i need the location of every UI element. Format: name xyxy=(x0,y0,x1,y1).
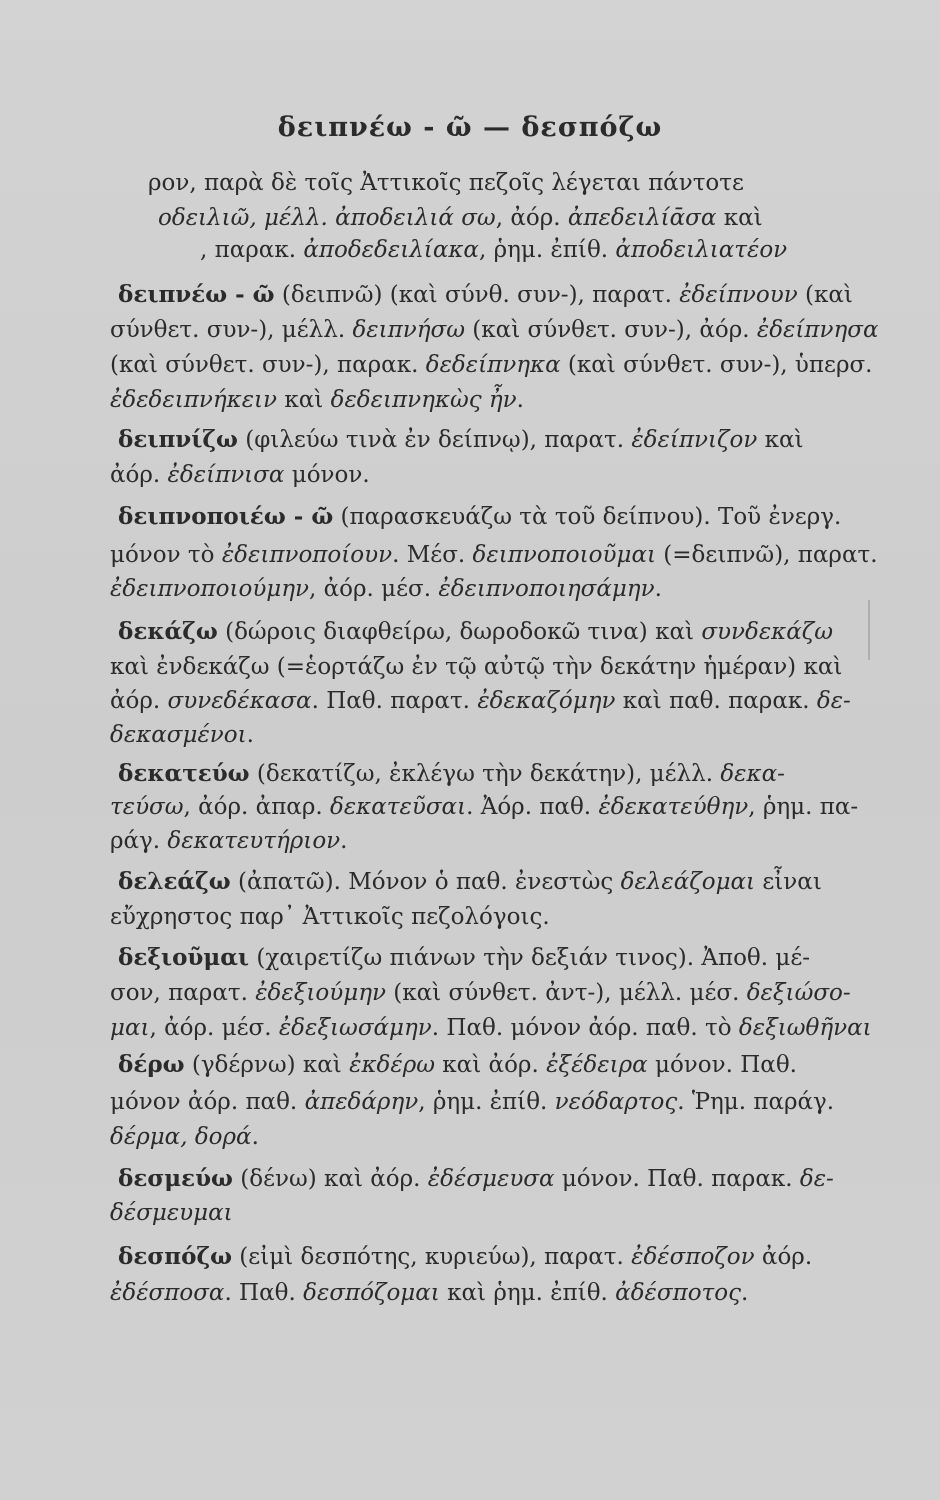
text-run: καὶ xyxy=(757,427,804,453)
text-run: (καὶ σύνθετ. συν-), παρακ. xyxy=(110,352,426,378)
text-line xyxy=(110,574,662,604)
text-run: καὶ ῥημ. ἐπίθ. xyxy=(439,1280,616,1306)
headword: δειπνέω - ῶ xyxy=(118,281,275,308)
italic-form: ἐδεξιωσάμην xyxy=(278,1015,432,1041)
text-run: . Παθ. xyxy=(224,1280,304,1306)
text-run: (=δειπνῶ), παρατ. xyxy=(656,542,878,568)
italic-form: ἀποδειλιά σω xyxy=(335,205,496,231)
text-run: , ἀόρ. ἀπαρ. xyxy=(183,794,330,820)
italic-form: δέρμα, δορά xyxy=(110,1124,252,1150)
text-line xyxy=(110,350,872,380)
text-run: εὔχρηστος παρ᾽ Ἀττικοῖς πεζολόγοις. xyxy=(110,904,550,930)
text-run: ἀόρ. xyxy=(754,1244,813,1270)
text-run: ἀόρ. xyxy=(110,688,168,714)
italic-form: δέσμευμαι xyxy=(110,1200,233,1226)
italic-form: δεκα- xyxy=(720,761,785,787)
italic-form: δελεάζομαι xyxy=(620,869,756,895)
text-line xyxy=(110,826,347,856)
text-run: . Μέσ. xyxy=(392,542,473,568)
italic-form: νεόδαρτος xyxy=(554,1089,678,1115)
text-line xyxy=(110,1278,748,1308)
text-run: (δεκατίζω, ἐκλέγω τὴν δεκάτην), μέλλ. xyxy=(249,761,721,787)
text-line xyxy=(118,617,833,647)
text-line xyxy=(118,867,822,897)
text-run: (καὶ σύνθετ. συν-), ὑπερσ. xyxy=(560,352,873,378)
text-run: , ῥημ. ἐπίθ. xyxy=(478,237,616,263)
italic-form: ἐδείπνιζον xyxy=(631,427,758,453)
text-line xyxy=(110,1087,834,1117)
text-line xyxy=(110,460,370,490)
italic-form: ἐδέσμευσα xyxy=(427,1166,555,1192)
italic-form: δεξιώσο- xyxy=(746,980,851,1006)
italic-form: δεδειπνηκὼς ἦν xyxy=(330,387,517,413)
text-line xyxy=(110,652,842,682)
text-line xyxy=(158,203,763,233)
italic-form: δεκατευτήριον xyxy=(167,828,341,854)
text-run: (δώροις διαφθείρω, δωροδοκῶ τινα) καὶ xyxy=(217,619,702,645)
text-line xyxy=(118,1242,812,1272)
italic-form: ἐκδέρω xyxy=(349,1052,435,1078)
text-run: . Παθ. παρατ. xyxy=(311,688,478,714)
text-line xyxy=(118,759,785,789)
headword: δεσμεύω xyxy=(118,1165,233,1192)
text-line xyxy=(110,1013,872,1043)
text-run: , ἀόρ. μέσ. xyxy=(309,576,439,602)
italic-form: τεύσω xyxy=(110,794,184,820)
text-line xyxy=(118,425,804,455)
text-line xyxy=(118,1050,797,1080)
headword: δεκάζω xyxy=(118,618,218,645)
text-line xyxy=(110,902,550,932)
italic-form: ἐδείπνησα xyxy=(756,317,879,343)
text-run: καὶ xyxy=(716,205,763,231)
italic-form: ἐδειπνοποιούμην xyxy=(110,576,310,602)
italic-form: συνδεκάζω xyxy=(701,619,834,645)
text-run: (καὶ σύνθετ. ἀντ-), μέλλ. μέσ. xyxy=(385,980,747,1006)
italic-form: μαι xyxy=(110,1015,150,1041)
headword: δειπνοποιέω - ῶ xyxy=(118,503,334,530)
text-line xyxy=(148,168,744,198)
text-run: . xyxy=(654,576,662,602)
text-run: ράγ. xyxy=(110,828,168,854)
italic-form: δεκασμένοι xyxy=(110,722,247,748)
headword: δέρω xyxy=(118,1051,185,1078)
italic-form: δεξιωθῆναι xyxy=(738,1015,872,1041)
italic-form: δεκατεῦσαι xyxy=(329,794,467,820)
italic-form: ἐδεκατεύθην xyxy=(598,794,749,820)
italic-form: συνεδέκασα xyxy=(167,688,312,714)
text-line xyxy=(110,385,524,415)
text-line xyxy=(200,235,787,265)
text-line xyxy=(110,1122,259,1152)
text-line xyxy=(110,978,851,1008)
text-run: καὶ ἀόρ. xyxy=(435,1052,547,1078)
text-run: (παρασκευάζω τὰ τοῦ δείπνου). Τοῦ ἐνεργ. xyxy=(333,504,842,530)
text-line xyxy=(110,686,851,716)
headword: δεσπόζω xyxy=(118,1243,232,1270)
text-run: καὶ παθ. παρακ. xyxy=(615,688,817,714)
text-run: καὶ ἐνδεκάζω (=ἑορτάζω ἐν τῷ αὐτῷ τὴν δεκάτην ἡμέραν) καὶ xyxy=(110,654,843,680)
text-run: μόνον. Παθ. xyxy=(647,1052,797,1078)
text-line xyxy=(110,792,858,822)
text-run: μόνον ἀόρ. παθ. xyxy=(110,1089,305,1115)
headword: δειπνίζω xyxy=(118,426,238,453)
text-run: μόνον τὸ xyxy=(110,542,222,568)
italic-form: δεδείπνηκα xyxy=(425,352,561,378)
italic-form: ἐδέσποζον xyxy=(631,1244,755,1270)
text-run: μόνον. Παθ. παρακ. xyxy=(554,1166,800,1192)
text-run: . Παθ. μόνον ἀόρ. παθ. τὸ xyxy=(431,1015,739,1041)
italic-form: δε- xyxy=(799,1166,834,1192)
text-run: μόνον. xyxy=(284,462,370,488)
text-line xyxy=(110,315,879,345)
italic-form: ἀπεδάρην xyxy=(304,1089,419,1115)
italic-form: ἐδεξιούμην xyxy=(255,980,386,1006)
italic-form: ἐδείπνουν xyxy=(679,282,798,308)
text-run: (ἀπατῶ). Μόνον ὁ παθ. ἐνεστὼς xyxy=(230,869,621,895)
text-run: . xyxy=(251,1124,259,1150)
text-run: , παρακ. xyxy=(200,237,304,263)
italic-form: δειπνήσω xyxy=(352,317,465,343)
italic-form: ἀποδειλιατέον xyxy=(615,237,788,263)
text-run: , ῥημ. πα- xyxy=(748,794,859,820)
text-run: ἀόρ. xyxy=(110,462,168,488)
italic-form: δε- xyxy=(816,688,851,714)
text-run: (δένω) καὶ ἀόρ. xyxy=(232,1166,428,1192)
text-run: . Ἀόρ. παθ. xyxy=(466,794,599,820)
italic-form: δειπνοποιοῦμαι xyxy=(472,542,656,568)
text-run: . xyxy=(516,387,524,413)
text-run: , ἀόρ. μέσ. xyxy=(149,1015,279,1041)
italic-form: ἐξέδειρα xyxy=(546,1052,648,1078)
text-line xyxy=(110,540,878,570)
italic-form: οδειλιῶ, μέλλ. xyxy=(158,205,336,231)
text-run: (καὶ xyxy=(797,282,853,308)
text-run: (χαιρετίζω πιάνων τὴν δεξιάν τινος). Ἀποθ. μέ- xyxy=(249,945,811,971)
text-run: . Ῥημ. παράγ. xyxy=(677,1089,835,1115)
text-run: (καὶ σύνθετ. συν-), ἀόρ. xyxy=(465,317,757,343)
text-line xyxy=(118,280,853,310)
page-header: δειπνέω - ῶ — δεσπόζω xyxy=(277,112,663,143)
headword: δελεάζω xyxy=(118,868,231,895)
text-run: καὶ xyxy=(277,387,331,413)
text-run: , ῥημ. ἐπίθ. xyxy=(418,1089,555,1115)
text-run: . xyxy=(246,722,254,748)
text-run: (γδέρνω) καὶ xyxy=(184,1052,350,1078)
text-line xyxy=(110,1198,233,1228)
text-run: , ἀόρ. xyxy=(495,205,568,231)
italic-form: ἀπεδειλίᾱσα xyxy=(567,205,717,231)
italic-form: ἀδέσποτος xyxy=(615,1280,742,1306)
italic-form: δεσπόζομαι xyxy=(303,1280,440,1306)
italic-form: ἐδεδειπνήκειν xyxy=(110,387,278,413)
paper-fold-mark xyxy=(868,600,870,660)
italic-form: ἀποδεδειλίακα xyxy=(303,237,479,263)
text-run: (δειπνῶ) (καὶ σύνθ. συν-), παρατ. xyxy=(274,282,680,308)
italic-form: ἐδεκαζόμην xyxy=(477,688,616,714)
text-run: σον, παρατ. xyxy=(110,980,256,1006)
italic-form: ἐδείπνισα xyxy=(167,462,285,488)
text-line xyxy=(118,943,810,973)
text-line xyxy=(118,502,841,532)
italic-form: ἐδέσποσα xyxy=(110,1280,225,1306)
text-line xyxy=(110,720,254,750)
headword: δεκατεύω xyxy=(118,760,250,787)
italic-form: ἐδειπνοποίουν xyxy=(221,542,393,568)
text-run: . xyxy=(340,828,348,854)
italic-form: ἐδειπνοποιησάμην xyxy=(438,576,655,602)
text-run: (εἰμὶ δεσπότης, κυριεύω), παρατ. xyxy=(231,1244,632,1270)
headword: δεξιοῦμαι xyxy=(118,944,250,971)
text-run: (φιλεύω τινὰ ἐν δείπνῳ), παρατ. xyxy=(237,427,632,453)
text-run: σύνθετ. συν-), μέλλ. xyxy=(110,317,353,343)
text-run: εἶναι xyxy=(755,869,822,895)
text-run: . xyxy=(741,1280,749,1306)
text-line xyxy=(118,1164,834,1194)
text-run: ρον, παρὰ δὲ τοῖς Ἀττικοῖς πεζοῖς λέγεται πάντοτε xyxy=(148,170,744,196)
